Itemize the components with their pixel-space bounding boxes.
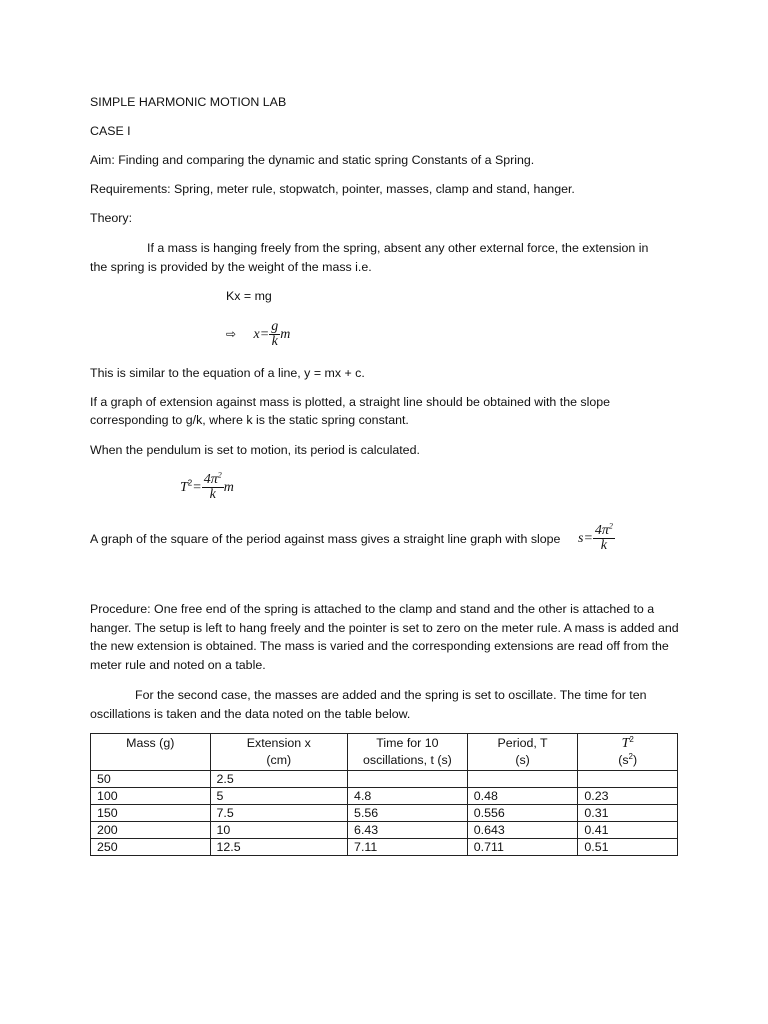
eq2-numerator: g xyxy=(271,319,279,334)
table-cell: 7.11 xyxy=(348,839,468,856)
table-cell: 0.51 xyxy=(578,839,678,856)
slope-text: A graph of the square of the period against mass gives a straight line graph with slope xyxy=(90,532,561,546)
table-cell: 100 xyxy=(91,788,211,805)
requirements-text: Requirements: Spring, meter rule, stopwatch, pointer, masses, clamp and stand, hanger. xyxy=(90,182,575,196)
eq4-fraction xyxy=(593,521,615,553)
table-cell: 0.48 xyxy=(467,788,578,805)
header-extension xyxy=(210,734,348,771)
table-cell xyxy=(467,771,578,788)
header-tsq-unit-exp: 2 xyxy=(628,751,633,761)
eq3-T: T xyxy=(180,479,188,495)
table-cell: 2.5 xyxy=(210,771,348,788)
table-cell: 0.711 xyxy=(467,839,578,856)
table-row xyxy=(91,822,678,839)
theory-paragraph-line2: the spring is provided by the weight of the mass i.e. xyxy=(90,260,372,274)
equation-x-gk-m xyxy=(226,320,290,349)
header-time-label: Time for 10 xyxy=(376,736,439,750)
header-extension-label: Extension x xyxy=(246,736,311,750)
header-tsq-unit-close: ) xyxy=(633,753,638,767)
eq2-lhs: x= xyxy=(253,326,270,342)
table-cell: 0.556 xyxy=(467,805,578,822)
table-header-row xyxy=(91,734,678,771)
aim-text: Aim: Finding and comparing the dynamic and static spring Constants of a Spring. xyxy=(90,153,535,167)
table-cell: 50 xyxy=(91,771,211,788)
table-row xyxy=(91,771,678,788)
eq4-denominator: k xyxy=(600,538,608,553)
header-mass xyxy=(91,734,211,771)
eq3-fraction xyxy=(202,470,224,502)
header-period-squared xyxy=(578,734,678,771)
eq4-numerator-exp: 2 xyxy=(608,521,613,531)
table-cell: 4.8 xyxy=(348,788,468,805)
table-cell: 10 xyxy=(210,822,348,839)
header-tsq-label: T xyxy=(621,736,630,751)
table-row xyxy=(91,805,678,822)
table-cell: 0.643 xyxy=(467,822,578,839)
eq3-denominator: k xyxy=(209,487,216,502)
header-time xyxy=(348,734,468,771)
table-cell: 0.23 xyxy=(578,788,678,805)
line-equation-text: This is similar to the equation of a line, y = mx + c. xyxy=(90,366,365,380)
table-cell: 250 xyxy=(91,839,211,856)
eq2-denominator: k xyxy=(271,334,278,349)
table-cell: 12.5 xyxy=(210,839,348,856)
table-cell: 6.43 xyxy=(348,822,468,839)
header-tsq-unit: (s xyxy=(618,753,629,767)
equation-kx-mg: Kx = mg xyxy=(226,289,272,303)
header-tsq-exp: 2 xyxy=(629,734,634,744)
eq3-equals: = xyxy=(192,479,202,495)
table-cell xyxy=(578,771,678,788)
theory-paragraph-line1: If a mass is hanging freely from the spring, absent any other external force, the extension in xyxy=(147,241,649,255)
second-case-paragraph: For the second case, the masses are added and the spring is set to oscillate. The time for ten oscillations is taken and the data noted on the table below. xyxy=(90,688,647,721)
case-heading: CASE I xyxy=(90,124,131,138)
table-row xyxy=(91,839,678,856)
header-mass-unit xyxy=(97,752,204,769)
eq3-rhs: m xyxy=(223,479,234,495)
header-period xyxy=(467,734,578,771)
table-cell: 5 xyxy=(210,788,348,805)
table-cell: 7.5 xyxy=(210,805,348,822)
table-cell: 150 xyxy=(91,805,211,822)
table-cell: 200 xyxy=(91,822,211,839)
eq3-numerator-exp: 2 xyxy=(217,470,222,480)
table-cell xyxy=(348,771,468,788)
header-period-label: Period, T xyxy=(497,736,548,750)
doc-title: SIMPLE HARMONIC MOTION LAB xyxy=(90,95,287,109)
graph-paragraph-line1: If a graph of extension against mass is plotted, a straight line should be obtained with the slope xyxy=(90,395,611,409)
equation-slope xyxy=(578,521,615,553)
header-extension-unit: (cm) xyxy=(266,753,292,767)
header-mass-label: Mass (g) xyxy=(126,736,175,750)
eq4-lhs: s= xyxy=(578,530,593,546)
procedure-paragraph: Procedure: One free end of the spring is attached to the clamp and stand and the other is attached to a hanger. The setup is left to hang freely and the pointer is set to zero on the meter rule. A mass is added and the new extension is obtained. The mass is varied and the corresponding extensions are read off from the meter rule and noted on a table. xyxy=(90,602,679,672)
table-cell: 0.41 xyxy=(578,822,678,839)
data-table xyxy=(90,733,678,856)
equation-period-squared xyxy=(180,470,234,502)
theory-heading: Theory: xyxy=(90,211,133,225)
implies-arrow-icon: ⇨ xyxy=(226,326,237,341)
eq2-fraction xyxy=(269,320,280,349)
eq3-numerator: 4π xyxy=(203,472,218,487)
graph-paragraph-line2: corresponding to g/k, where k is the static spring constant. xyxy=(90,413,409,427)
table-cell: 0.31 xyxy=(578,805,678,822)
table-row xyxy=(91,788,678,805)
eq4-numerator: 4π xyxy=(594,523,609,538)
eq2-rhs: m xyxy=(280,326,291,342)
header-time-unit: oscillations, t (s) xyxy=(362,753,452,767)
header-period-unit: (s) xyxy=(515,753,530,767)
eq3-exponent: 2 xyxy=(187,478,193,488)
table-cell: 5.56 xyxy=(348,805,468,822)
pendulum-text: When the pendulum is set to motion, its period is calculated. xyxy=(90,443,420,457)
